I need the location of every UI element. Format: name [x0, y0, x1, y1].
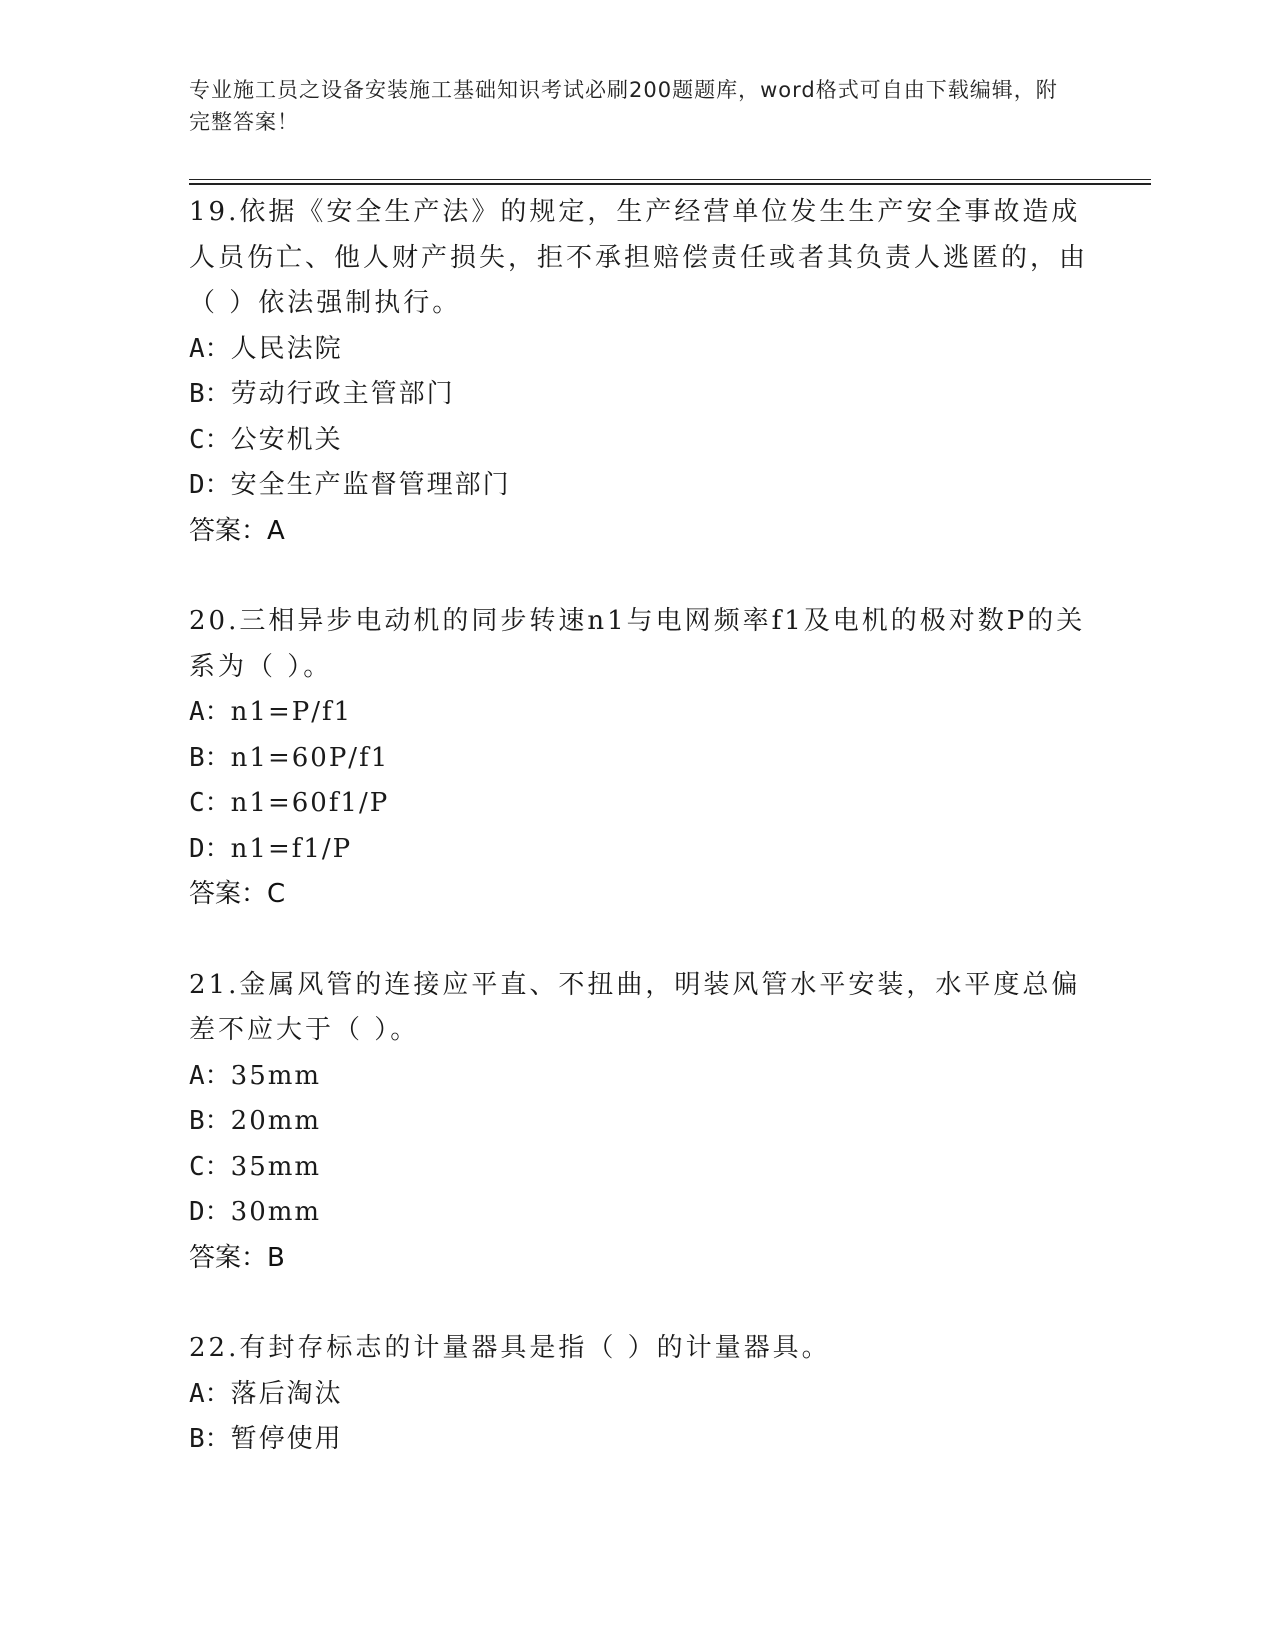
question-20 — [189, 599, 1089, 918]
option-d — [189, 827, 1089, 873]
option-text: 劳动行政主管部门 — [230, 379, 455, 409]
option-text: 20mm — [230, 1106, 322, 1136]
answer-line: 答案：A — [189, 515, 285, 546]
question-text: 22.有封存标志的计量器具是指（ ）的计量器具。 — [189, 1333, 831, 1363]
option-b — [189, 736, 1089, 782]
option-a — [189, 1054, 1089, 1100]
question-text: 19.依据《安全生产法》的规定，生产经营单位发生生产安全事故造成人员伤亡、他人财产损失，拒不承担赔偿责任或者其负责人逃匿的，由（ ）依法强制执行。 — [189, 197, 1089, 318]
option-a — [189, 1372, 1089, 1418]
question-spacer — [189, 1281, 1089, 1326]
option-key: B： — [189, 1106, 231, 1136]
option-c — [189, 781, 1089, 827]
option-key: A： — [189, 333, 231, 364]
option-b — [189, 1417, 1089, 1463]
option-text: 30mm — [230, 1197, 322, 1227]
option-key: A： — [189, 1060, 231, 1091]
option-key: B： — [189, 742, 231, 773]
question-list — [189, 190, 1089, 1463]
question-spacer — [189, 554, 1089, 599]
option-text: 公安机关 — [230, 424, 343, 455]
option-key: D： — [189, 833, 231, 864]
option-text: n1=f1/P — [230, 833, 353, 864]
answer-line: 答案：C — [189, 879, 286, 909]
option-key: B： — [189, 1424, 231, 1454]
option-key: C： — [189, 788, 231, 818]
option-text: 安全生产监督管理部门 — [230, 470, 511, 500]
option-b — [189, 1099, 1089, 1145]
option-text: n1=60P/f1 — [230, 742, 390, 773]
question-spacer — [189, 918, 1089, 963]
option-key: C： — [189, 1151, 231, 1182]
question-text: 20.三相异步电动机的同步转速n1与电网频率f1及电机的极对数P的关系为（ ）。 — [189, 606, 1086, 682]
option-key: A： — [189, 697, 231, 727]
header-divider-thin — [189, 179, 1151, 180]
option-key: D： — [189, 1197, 231, 1227]
option-text: n1=60f1/P — [230, 788, 390, 818]
option-text: 人民法院 — [230, 333, 343, 364]
document-header: 专业施工员之设备安装施工基础知识考试必刷200题题库，word格式可自由下载编辑，附完整答案！ — [189, 78, 1058, 134]
option-text: 落后淘汰 — [230, 1378, 343, 1409]
option-key: B： — [189, 379, 231, 409]
header-divider-thick — [189, 183, 1151, 185]
option-d — [189, 1190, 1089, 1236]
option-a — [189, 690, 1089, 736]
option-d — [189, 463, 1089, 509]
question-22 — [189, 1326, 1089, 1463]
option-b — [189, 372, 1089, 418]
question-19 — [189, 190, 1089, 554]
option-key: D： — [189, 470, 231, 500]
question-text: 21.金属风管的连接应平直、不扭曲，明装风管水平安装，水平度总偏差不应大于（ ）。 — [189, 969, 1081, 1045]
option-key: C： — [189, 424, 231, 455]
option-text: 35mm — [230, 1151, 322, 1182]
question-21 — [189, 963, 1089, 1282]
answer-line: 答案：B — [189, 1242, 285, 1273]
option-text: n1=P/f1 — [230, 697, 353, 727]
option-a — [189, 327, 1089, 373]
option-text: 35mm — [230, 1060, 322, 1091]
option-text: 暂停使用 — [230, 1424, 343, 1454]
option-key: A： — [189, 1378, 231, 1409]
option-c — [189, 1145, 1089, 1191]
option-c — [189, 418, 1089, 464]
